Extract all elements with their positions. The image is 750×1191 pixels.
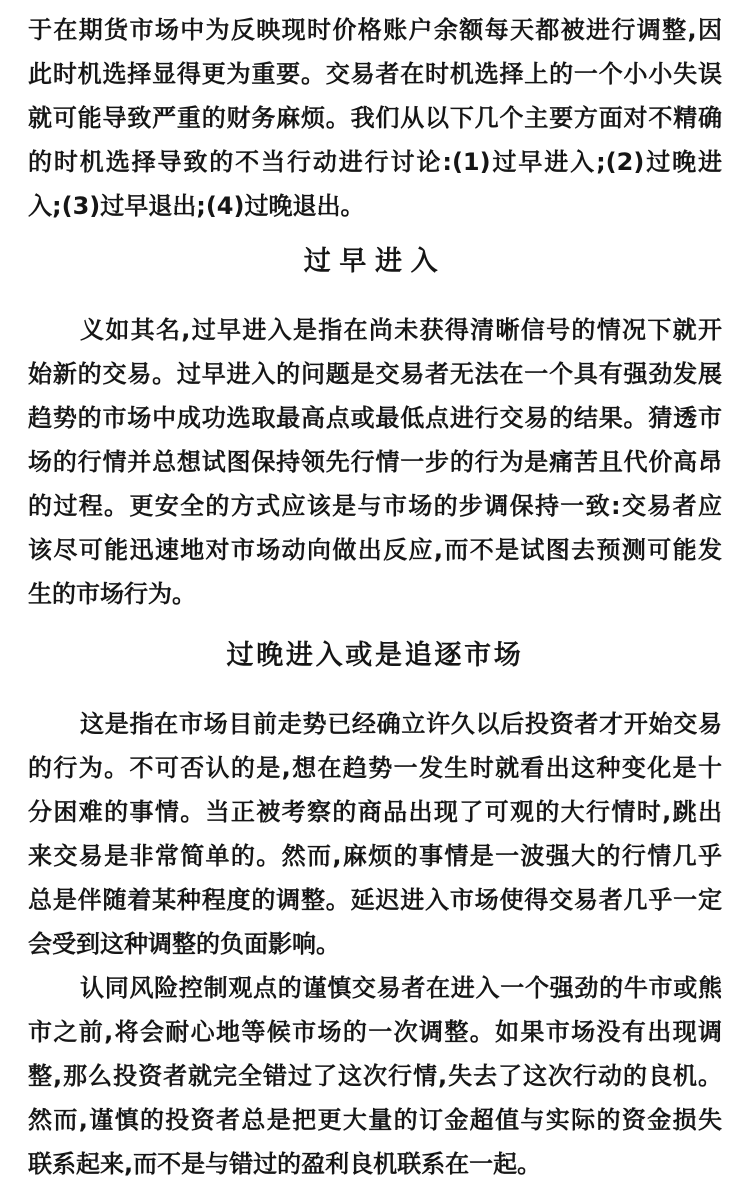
paragraph	[28, 308, 722, 616]
text-line: 会受到这种调整的负面影响。	[28, 930, 340, 958]
text-line: 的时机选择导致的不当行动进行讨论:(1)过早进入;(2)过晚进	[28, 148, 722, 176]
text-line: 义如其名,过早进入是指在尚未获得清晰信号的情况下就开	[80, 316, 722, 344]
text-line: 联系起来,而不是与错过的盈利良机联系在一起。	[28, 1150, 542, 1178]
text-line: 的过程。更安全的方式应该是与市场的步调保持一致:交易者应	[28, 492, 722, 520]
text-line: 然而,谨慎的投资者总是把更大量的订金超值与实际的资金损失	[28, 1106, 722, 1134]
text-line: 这是指在市场目前走势已经确立许久以后投资者才开始交易	[80, 710, 722, 738]
text-line: 此时机选择显得更为重要。交易者在时机选择上的一个小小失误	[28, 60, 722, 88]
paragraph	[28, 966, 722, 1186]
text-line: 整,那么投资者就完全错过了这次行情,失去了这次行动的良机。	[28, 1062, 722, 1090]
text-line: 趋势的市场中成功选取最高点或最低点进行交易的结果。猜透市	[28, 404, 722, 432]
text-line: 始新的交易。过早进入的问题是交易者无法在一个具有强劲发展	[28, 360, 722, 388]
text-line: 入;(3)过早退出;(4)过晚退出。	[28, 192, 365, 220]
text-line: 于在期货市场中为反映现时价格账户余额每天都被进行调整,因	[28, 16, 722, 44]
text-line: 的行为。不可否认的是,想在趋势一发生时就看出这种变化是十	[28, 754, 722, 782]
text-line: 来交易是非常简单的。然而,麻烦的事情是一波强大的行情几乎	[28, 842, 722, 870]
text-line: 认同风险控制观点的谨慎交易者在进入一个强劲的牛市或熊	[80, 974, 722, 1002]
text-line: 总是伴随着某种程度的调整。延迟进入市场使得交易者几乎一定	[28, 886, 722, 914]
text-line: 场的行情并总想试图保持领先行情一步的行为是痛苦且代价高昂	[28, 448, 722, 476]
text-line: 就可能导致严重的财务麻烦。我们从以下几个主要方面对不精确	[28, 104, 722, 132]
section-heading: 过早进入	[303, 246, 447, 277]
text-line: 生的市场行为。	[28, 580, 196, 608]
paragraph	[28, 702, 722, 966]
text-line: 该尽可能迅速地对市场动向做出反应,而不是试图去预测可能发	[28, 536, 722, 564]
text-line: 市之前,将会耐心地等候市场的一次调整。如果市场没有出现调	[28, 1018, 722, 1046]
section-heading: 过晚进入或是追逐市场	[226, 640, 524, 671]
paragraph	[28, 8, 722, 228]
text-line: 分困难的事情。当正被考察的商品出现了可观的大行情时,跳出	[28, 798, 722, 826]
